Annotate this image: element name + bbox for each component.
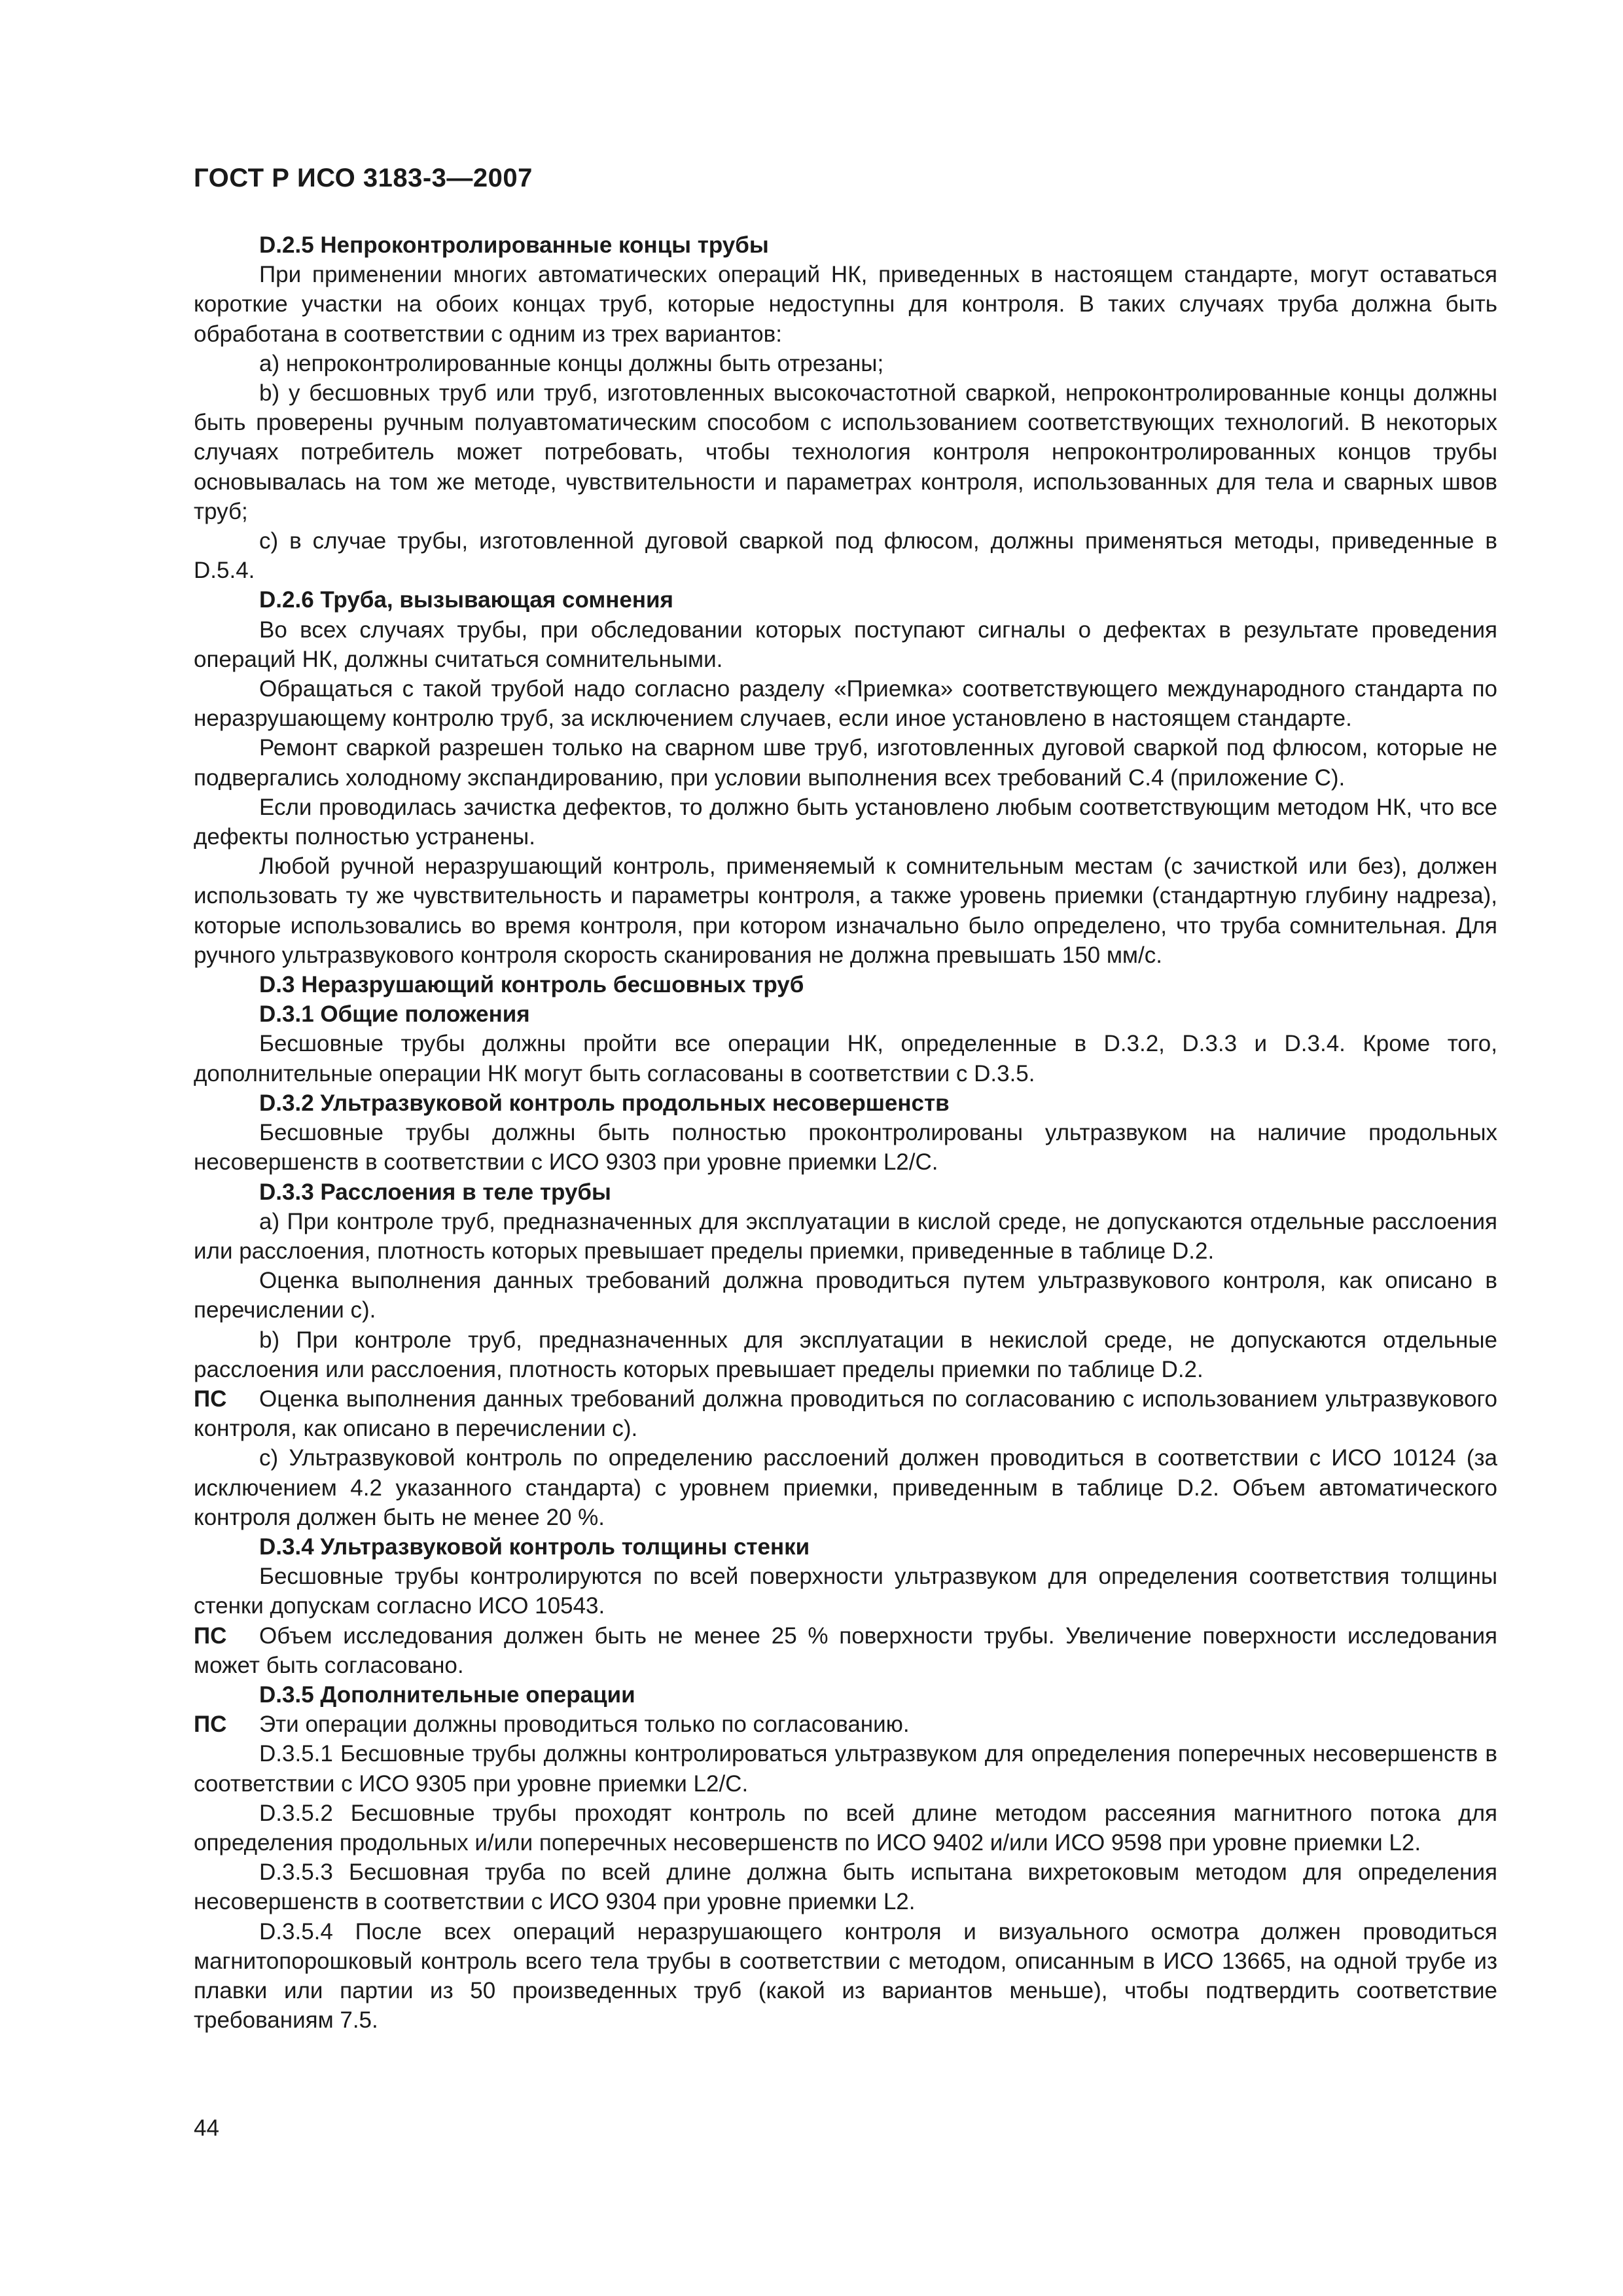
section-heading-d35: D.3.5 Дополнительные операции [259,1681,635,1708]
ps-note-text: Объем исследования должен быть не менее 25 % поверхности трубы. Увеличение поверхности исследования может быть согласовано. [194,1623,1497,1678]
paragraph: Любой ручной неразрушающий контроль, применяемый к сомнительным местам (с зачисткой или без), должен использовать ту же чувствительность и параметры контроля, а также уровень приемки (стандартную глубину надреза), которые использовались во время контроля, при котором изначально было определено, что труба сомнительная. Для ручного ультразвукового контроля скорость сканирования не должна превышать 150 мм/с. [194,853,1497,968]
paragraph-d351: D.3.5.1 Бесшовные трубы должны контролироваться ультразвуком для определения поперечных несовершенств в соответствии с ИСО 9305 при уровне приемки L2/C. [194,1741,1497,1797]
section-heading-d3: D.3 Неразрушающий контроль бесшовных труб [259,972,804,998]
ps-label: ПС [194,1623,227,1649]
paragraph: При применении многих автоматических операций НК, приведенных в настоящем стандарте, могут оставаться короткие участки на обоих концах труб, которые недоступны для контроля. В таких случаях труба должна быть обработана в соответствии с одним из трех вариантов: [194,262,1497,347]
section-heading-d31: D.3.1 Общие положения [259,1001,530,1028]
section-heading-d33: D.3.3 Расслоения в теле трубы [259,1179,611,1205]
page-number: 44 [194,2115,219,2141]
paragraph: Оценка выполнения данных требований должна проводиться путем ультразвукового контроля, как описано в перечислении с). [194,1268,1497,1323]
ps-note [194,1621,1497,1680]
paragraph-d352: D.3.5.2 Бесшовные трубы проходят контроль по всей длине методом рассеяния магнитного потока для определения продольных и/или поперечных несовершенств по ИСО 9402 и/или ИСО 9598 при уровне приемки L2. [194,1800,1497,1856]
paragraph: Обращаться с такой трубой надо согласно разделу «Приемка» соответствующего международного стандарта по неразрушающему контролю труб, за исключением случаев, если иное установлено в настоящем стандарте. [194,676,1497,732]
paragraph: Во всех случаях трубы, при обследовании которых поступают сигналы о дефектах в результате проведения операций НК, должны считаться сомнительными. [194,617,1497,672]
list-item-a: а) При контроле труб, предназначенных для эксплуатации в кислой среде, не допускаются отдельные расслоения или расслоения, плотность которых превышает пределы приемки, приведенные в таблице D.2. [194,1208,1497,1264]
paragraph: Бесшовные трубы должны быть полностью проконтролированы ультразвуком на наличие продольных несовершенств в соответствии с ИСО 9303 при уровне приемки L2/C. [194,1120,1497,1175]
paragraph: Если проводилась зачистка дефектов, то должно быть установлено любым соответствующим методом НК, что все дефекты полностью устранены. [194,794,1497,850]
list-item-b: b) При контроле труб, предназначенных для эксплуатации в некислой среде, не допускаются отдельные расслоения или расслоения, плотность которых превышает пределы приемки по таблице D.2. [194,1327,1497,1382]
ps-note-text: Оценка выполнения данных требований должна проводиться по согласованию с использованием ультразвукового контроля, как описано в перечислении с). [194,1386,1497,1442]
section-heading-d34: D.3.4 Ультразвуковой контроль толщины стенки [259,1534,810,1560]
paragraph: Бесшовные трубы должны пройти все операции НК, определенные в D.3.2, D.3.3 и D.3.4. Кроме того, дополнительные операции НК могут быть согласованы в соответствии с D.3.5. [194,1031,1497,1086]
paragraph-d353: D.3.5.3 Бесшовная труба по всей длине должна быть испытана вихретоковым методом для определения несовершенств в соответствии с ИСО 9304 при уровне приемки L2. [194,1859,1497,1915]
paragraph: Бесшовные трубы контролируются по всей поверхности ультразвуком для определения соответствия толщины стенки допускам согласно ИСО 10543. [194,1564,1497,1619]
ps-note [194,1384,1497,1443]
list-item-a: а) непроконтролированные концы должны быть отрезаны; [259,350,884,376]
paragraph: Ремонт сваркой разрешен только на сварном шве труб, изготовленных дуговой сваркой под флюсом, которые не подвергались холодному экспандированию, при условии выполнения всех требований С.4 (приложение С). [194,735,1497,791]
paragraph-d354: D.3.5.4 После всех операций неразрушающего контроля и визуального осмотра должен проводиться магнитопорошковый контроль всего тела трубы в соответствии с методом, описанным в ИСО 13665, на одной трубе из плавки или партии из 50 произведенных труб (какой из вариантов меньше), чтобы подтвердить соответствие требованиям 7.5. [194,1918,1497,2034]
ps-label: ПС [194,1712,227,1738]
page-header-standard: ГОСТ Р ИСО 3183-3—2007 [194,164,533,192]
section-heading-d25: D.2.5 Непроконтролированные концы трубы [259,232,769,258]
ps-note-text: Эти операции должны проводиться только по согласованию. [259,1712,910,1738]
ps-note [194,1710,1497,1739]
ps-label: ПС [194,1386,227,1412]
list-item-c: c) в случае трубы, изготовленной дуговой сваркой под флюсом, должны применяться методы, приведенные в D.5.4. [194,528,1497,584]
list-item-c: c) Ультразвуковой контроль по определению расслоений должен проводиться в соответствии с ИСО 10124 (за исключением 4.2 указанного стандарта) с уровнем приемки, приведенным в таблице D.2. Объем автоматического контроля должен быть не менее 20 %. [194,1445,1497,1530]
document-body [194,230,1497,2035]
section-heading-d32: D.3.2 Ультразвуковой контроль продольных несовершенств [259,1090,950,1116]
list-item-b: b) у бесшовных труб или труб, изготовленных высокочастотной сваркой, непроконтролированные концы должны быть проверены ручным полуавтоматическим способом с использованием соответствующих технологий. В некоторых случаях потребитель может потребовать, чтобы технология контроля непроконтролированных концов трубы основывалась на том же методе, чувствительности и параметрах контроля, использованных для тела и сварных швов труб; [194,380,1497,524]
section-heading-d26: D.2.6 Труба, вызывающая сомнения [259,587,673,613]
